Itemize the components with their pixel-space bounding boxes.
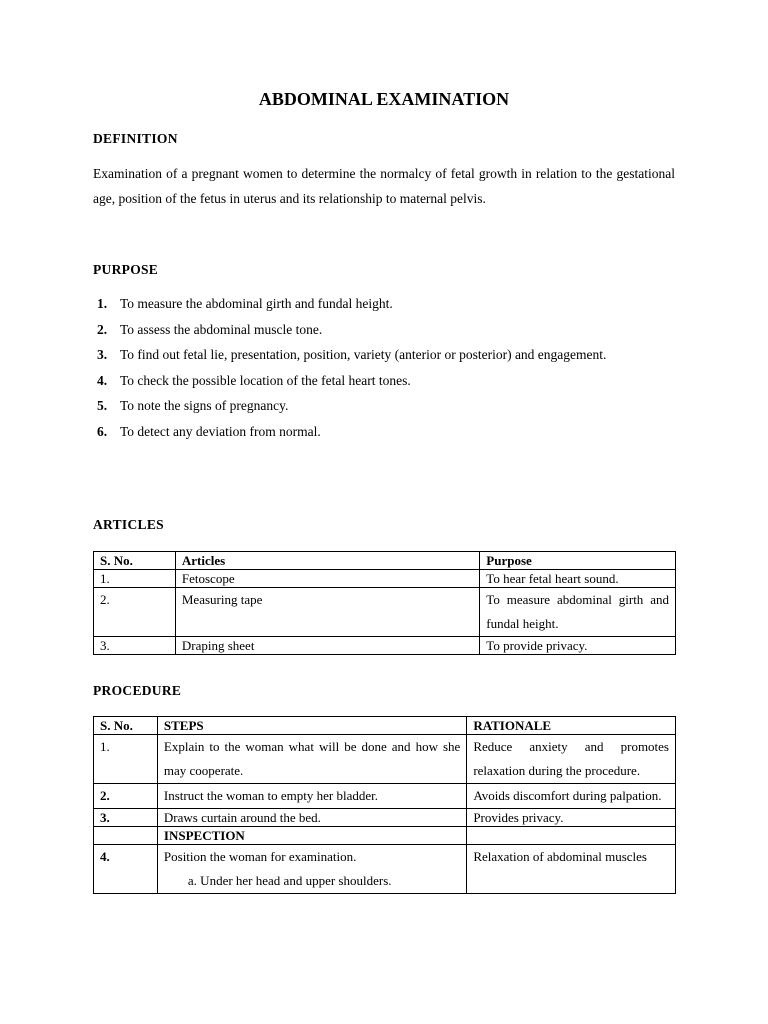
definition-heading: DEFINITION [93, 131, 178, 146]
list-item: 6. To detect any deviation from normal. [97, 423, 321, 439]
list-item: 2. To assess the abdominal muscle tone. [97, 321, 323, 337]
section-label: INSPECTION [157, 827, 466, 845]
column-header: RATIONALE [467, 717, 676, 735]
table-row: 3. Draping sheet To provide privacy. [94, 637, 676, 655]
table-row [94, 827, 676, 845]
column-header: S. No. [94, 717, 158, 735]
column-header: STEPS [157, 717, 466, 735]
column-header: Purpose [480, 552, 676, 570]
table-row: 1. Fetoscope To hear fetal heart sound. [94, 570, 676, 588]
table-row: 3. Draws curtain around the bed. Provides privacy. [94, 809, 676, 827]
definition-text: Examination of a pregnant women to determine the normalcy of fetal growth in relation to the gestational age, position of the fetus in uterus and its relationship to maternal pelvis. [93, 166, 675, 206]
table-row: 2. Measuring tape To measure abdominal girth and fundal height. [94, 588, 676, 637]
table-header-row [94, 717, 676, 735]
list-item: 3. To find out fetal lie, presentation, position, variety (anterior or posterior) and engagement. [97, 347, 607, 362]
list-item: 5. To note the signs of pregnancy. [97, 398, 289, 413]
sub-item: a. Under her head and upper shoulders. [187, 873, 392, 888]
column-header: Articles [175, 552, 479, 570]
list-item: 4. To check the possible location of the fetal heart tones. [97, 372, 411, 388]
articles-heading: ARTICLES [93, 517, 164, 532]
table-row: 2. Instruct the woman to empty her bladder. Avoids discomfort during palpation. [94, 784, 676, 809]
page-title: ABDOMINAL EXAMINATION [258, 89, 510, 109]
table-row: 1. Explain to the woman what will be done and how she may cooperate. Reduce anxiety and promotes relaxation during the procedure. [94, 735, 676, 784]
articles-table [93, 551, 676, 655]
table-row: 4. Position the woman for examination. a. Under her head and upper shoulders. Relaxation of abdominal muscles [94, 845, 676, 894]
table-header-row [94, 552, 676, 570]
column-header: S. No. [94, 552, 176, 570]
procedure-table [93, 716, 676, 894]
procedure-heading: PROCEDURE [93, 683, 182, 698]
list-item: 1. To measure the abdominal girth and fundal height. [97, 296, 393, 311]
purpose-heading: PURPOSE [93, 262, 159, 277]
purpose-list [93, 291, 675, 444]
